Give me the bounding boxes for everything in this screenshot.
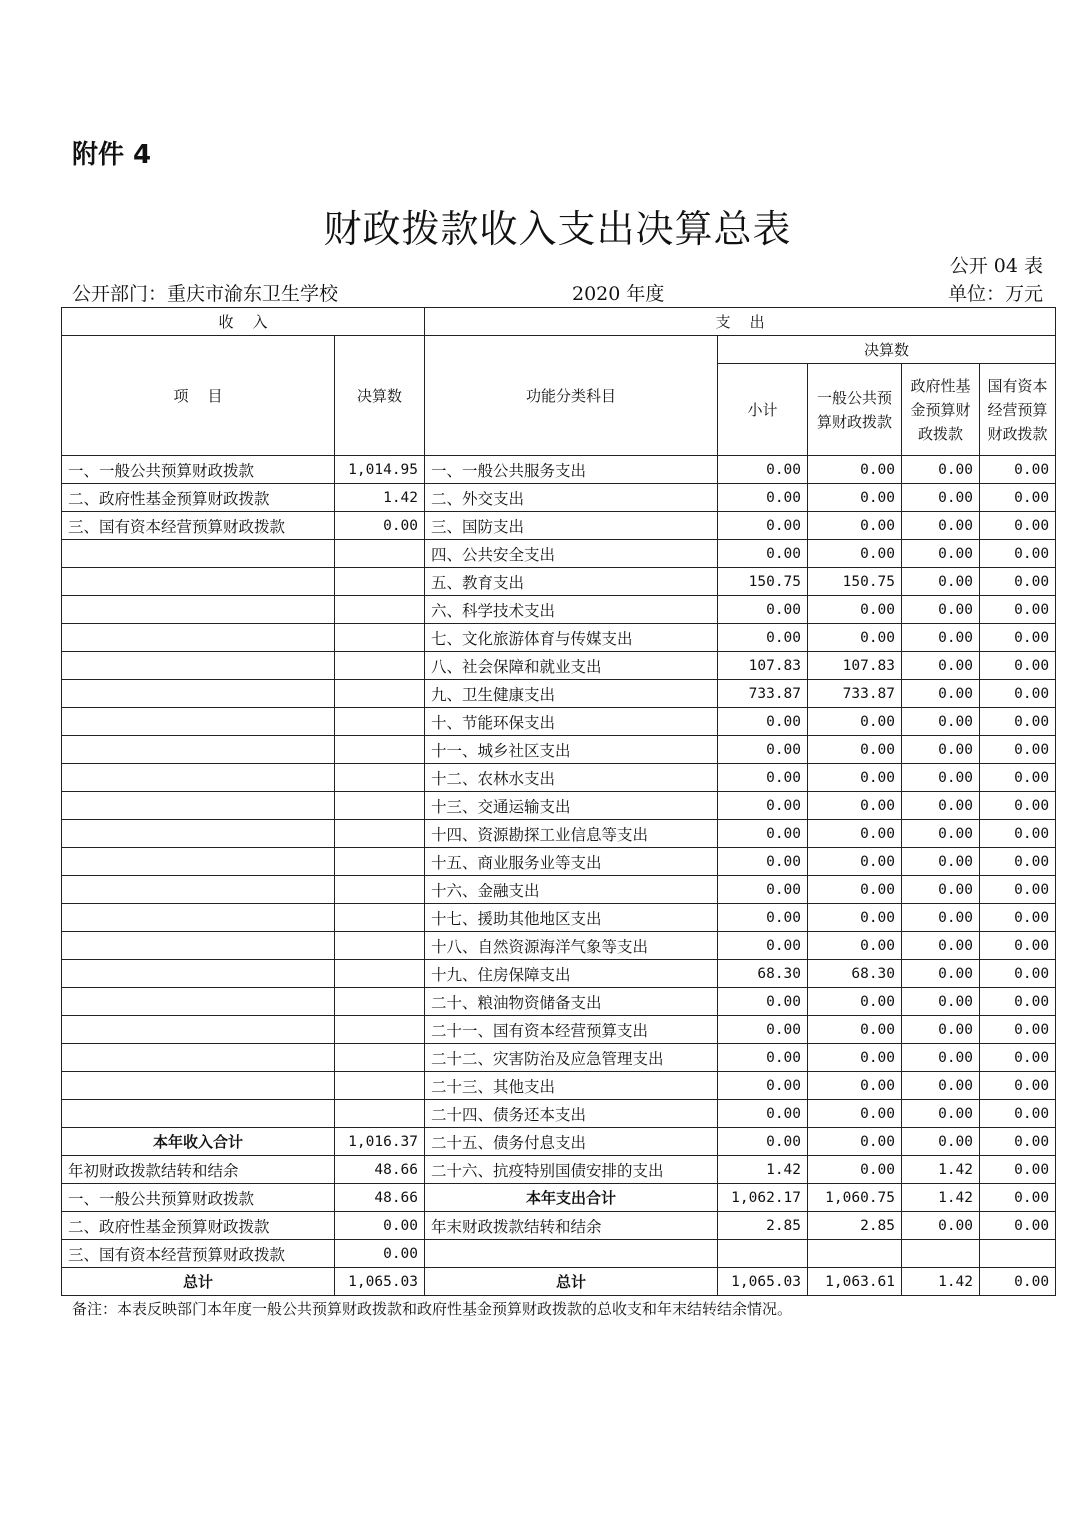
expense-subtotal-cell: 150.75 (718, 568, 808, 596)
expense-fund-cell: 0.00 (902, 540, 980, 568)
expense-item-cell: 五、教育支出 (425, 568, 718, 596)
table-row (62, 540, 1056, 568)
expense-general-cell: 0.00 (808, 1072, 902, 1100)
expense-general-cell: 0.00 (808, 904, 902, 932)
expense-subtotal-cell: 0.00 (718, 708, 808, 736)
expense-soe-cell: 0.00 (980, 512, 1056, 540)
expense-item-cell: 十六、金融支出 (425, 876, 718, 904)
expense-soe-cell: 0.00 (980, 932, 1056, 960)
income-amount-cell (335, 876, 425, 904)
table-row (62, 820, 1056, 848)
expense-amount-group-header: 决算数 (718, 336, 1056, 364)
expense-general-cell: 0.00 (808, 820, 902, 848)
table-row (62, 736, 1056, 764)
income-amount-cell: 48.66 (335, 1156, 425, 1184)
expense-item-cell: 四、公共安全支出 (425, 540, 718, 568)
income-amount-cell (335, 624, 425, 652)
table-row (62, 960, 1056, 988)
expense-soe-cell: 0.00 (980, 1156, 1056, 1184)
income-item-cell (62, 876, 335, 904)
expense-item-cell: 六、科学技术支出 (425, 596, 718, 624)
expense-general-cell: 0.00 (808, 540, 902, 568)
income-item-cell (62, 1044, 335, 1072)
expense-subtotal-cell: 68.30 (718, 960, 808, 988)
expense-fund-cell: 0.00 (902, 960, 980, 988)
expense-subtotal-cell: 1,062.17 (718, 1184, 808, 1212)
expense-general-cell: 0.00 (808, 1044, 902, 1072)
expense-subtotal-cell: 1,065.03 (718, 1268, 808, 1296)
income-item-cell: 三、国有资本经营预算财政拨款 (62, 1240, 335, 1268)
expense-item-cell: 二十四、债务还本支出 (425, 1100, 718, 1128)
expense-soe-cell: 0.00 (980, 764, 1056, 792)
table-row (62, 764, 1056, 792)
department-label: 公开部门：重庆市渝东卫生学校 (72, 283, 339, 305)
expense-general-cell: 2.85 (808, 1212, 902, 1240)
expense-fund-cell: 0.00 (902, 1100, 980, 1128)
income-amount-cell (335, 680, 425, 708)
income-amount-cell (335, 764, 425, 792)
expense-fund-cell: 0.00 (902, 1128, 980, 1156)
income-amount-cell (335, 652, 425, 680)
expense-subtotal-cell (718, 1240, 808, 1268)
expense-soe-cell: 0.00 (980, 540, 1056, 568)
table-row (62, 1184, 1056, 1212)
table-row (62, 1128, 1056, 1156)
expense-general-cell: 1,063.61 (808, 1268, 902, 1296)
income-item-cell: 一、一般公共预算财政拨款 (62, 456, 335, 484)
income-item-cell (62, 1016, 335, 1044)
expense-general-cell: 0.00 (808, 708, 902, 736)
expense-fund-cell (902, 1240, 980, 1268)
expense-general-cell (808, 1240, 902, 1268)
expense-item-cell: 二十二、灾害防治及应急管理支出 (425, 1044, 718, 1072)
expense-subtotal-cell: 0.00 (718, 1072, 808, 1100)
expense-subtotal-cell: 0.00 (718, 1016, 808, 1044)
unit-label: 单位：万元 (947, 283, 1043, 305)
table-row (62, 988, 1056, 1016)
expense-subtotal-cell: 733.87 (718, 680, 808, 708)
expense-item-cell: 二十、粮油物资储备支出 (425, 988, 718, 1016)
income-amount-cell (335, 904, 425, 932)
income-item-cell (62, 708, 335, 736)
table-row (62, 792, 1056, 820)
expense-general-cell: 0.00 (808, 456, 902, 484)
expense-general-cell: 0.00 (808, 484, 902, 512)
income-amount-cell (335, 1072, 425, 1100)
expense-soe-cell: 0.00 (980, 792, 1056, 820)
income-item-cell (62, 568, 335, 596)
expense-subtotal-cell: 0.00 (718, 1100, 808, 1128)
expense-soe-cell: 0.00 (980, 708, 1056, 736)
table-body (62, 456, 1056, 1296)
expense-soe-cell: 0.00 (980, 1100, 1056, 1128)
expense-subtotal-cell: 0.00 (718, 876, 808, 904)
expense-subtotal-cell: 0.00 (718, 512, 808, 540)
expense-soe-cell: 0.00 (980, 680, 1056, 708)
item-column-header: 项 目 (62, 336, 335, 456)
income-amount-cell: 0.00 (335, 1212, 425, 1240)
income-amount-cell: 0.00 (335, 512, 425, 540)
expense-fund-cell: 1.42 (902, 1156, 980, 1184)
expense-fund-cell: 0.00 (902, 988, 980, 1016)
income-item-cell (62, 904, 335, 932)
expense-soe-cell: 0.00 (980, 568, 1056, 596)
table-row (62, 1212, 1056, 1240)
fund-budget-column-header: 政府性基金预算财政拨款 (902, 364, 980, 456)
expense-subtotal-cell: 0.00 (718, 624, 808, 652)
expense-subtotal-cell: 2.85 (718, 1212, 808, 1240)
income-amount-cell (335, 820, 425, 848)
form-number: 公开 04 表 (949, 255, 1043, 277)
table-row (62, 1156, 1056, 1184)
income-item-cell (62, 848, 335, 876)
expense-fund-cell: 0.00 (902, 820, 980, 848)
expense-fund-cell: 0.00 (902, 512, 980, 540)
expense-soe-cell: 0.00 (980, 988, 1056, 1016)
income-item-cell (62, 764, 335, 792)
expense-subtotal-cell: 0.00 (718, 820, 808, 848)
expense-fund-cell: 0.00 (902, 736, 980, 764)
income-item-cell: 本年收入合计 (62, 1128, 335, 1156)
expense-subtotal-cell: 0.00 (718, 596, 808, 624)
expense-soe-cell: 0.00 (980, 1212, 1056, 1240)
table-row (62, 1240, 1056, 1268)
expense-general-cell: 0.00 (808, 624, 902, 652)
expense-soe-cell: 0.00 (980, 456, 1056, 484)
expense-item-cell: 十三、交通运输支出 (425, 792, 718, 820)
expense-fund-cell: 0.00 (902, 1044, 980, 1072)
expense-general-cell: 0.00 (808, 596, 902, 624)
expense-fund-cell: 0.00 (902, 1212, 980, 1240)
expense-item-cell: 总计 (425, 1268, 718, 1296)
expense-item-cell: 一、一般公共服务支出 (425, 456, 718, 484)
income-item-cell (62, 960, 335, 988)
expense-general-cell: 0.00 (808, 764, 902, 792)
expense-item-cell: 二十五、债务付息支出 (425, 1128, 718, 1156)
expense-general-cell: 1,060.75 (808, 1184, 902, 1212)
soe-budget-column-header: 国有资本经营预算财政拨款 (980, 364, 1056, 456)
income-amount-cell (335, 932, 425, 960)
income-amount-cell: 0.00 (335, 1240, 425, 1268)
budget-summary-table (61, 307, 1056, 1296)
table-row (62, 596, 1056, 624)
table-row (62, 1268, 1056, 1296)
attachment-label: 附件 4 (72, 140, 152, 170)
income-amount-cell (335, 1100, 425, 1128)
expense-subtotal-cell: 0.00 (718, 736, 808, 764)
table-row (62, 512, 1056, 540)
expense-item-cell: 二十六、抗疫特别国债安排的支出 (425, 1156, 718, 1184)
expense-general-cell: 0.00 (808, 736, 902, 764)
expense-general-cell: 0.00 (808, 512, 902, 540)
expense-subtotal-cell: 0.00 (718, 792, 808, 820)
expense-item-cell: 十七、援助其他地区支出 (425, 904, 718, 932)
expense-fund-cell: 0.00 (902, 876, 980, 904)
table-row (62, 680, 1056, 708)
expense-general-cell: 107.83 (808, 652, 902, 680)
income-amount-cell (335, 988, 425, 1016)
expense-item-cell: 十八、自然资源海洋气象等支出 (425, 932, 718, 960)
income-item-cell (62, 1100, 335, 1128)
expense-soe-cell: 0.00 (980, 848, 1056, 876)
expense-soe-cell: 0.00 (980, 736, 1056, 764)
income-section-header: 收 入 (62, 308, 425, 336)
expense-item-cell: 二十三、其他支出 (425, 1072, 718, 1100)
expense-general-cell: 0.00 (808, 1156, 902, 1184)
expense-item-cell: 十、节能环保支出 (425, 708, 718, 736)
table-row (62, 484, 1056, 512)
expense-item-cell: 二十一、国有资本经营预算支出 (425, 1016, 718, 1044)
expense-subtotal-cell: 0.00 (718, 932, 808, 960)
expense-general-cell: 0.00 (808, 932, 902, 960)
expense-subtotal-cell: 0.00 (718, 764, 808, 792)
table-row (62, 1016, 1056, 1044)
expense-general-cell: 0.00 (808, 1128, 902, 1156)
income-amount-cell (335, 848, 425, 876)
expense-fund-cell: 0.00 (902, 932, 980, 960)
expense-soe-cell: 0.00 (980, 960, 1056, 988)
expense-fund-cell: 0.00 (902, 596, 980, 624)
expense-general-cell: 0.00 (808, 876, 902, 904)
expense-fund-cell: 0.00 (902, 1016, 980, 1044)
fiscal-year: 2020 年度 (572, 283, 665, 305)
expense-item-cell: 七、文化旅游体育与传媒支出 (425, 624, 718, 652)
expense-subtotal-cell: 0.00 (718, 988, 808, 1016)
expense-item-cell (425, 1240, 718, 1268)
income-amount-cell (335, 708, 425, 736)
expense-soe-cell: 0.00 (980, 1268, 1056, 1296)
expense-soe-cell: 0.00 (980, 1184, 1056, 1212)
income-amount-cell (335, 596, 425, 624)
income-item-cell: 三、国有资本经营预算财政拨款 (62, 512, 335, 540)
income-amount-cell (335, 1016, 425, 1044)
income-item-cell: 一、一般公共预算财政拨款 (62, 1184, 335, 1212)
income-amount-column-header: 决算数 (335, 336, 425, 456)
expense-general-cell: 0.00 (808, 988, 902, 1016)
expense-soe-cell: 0.00 (980, 484, 1056, 512)
expense-general-cell: 0.00 (808, 792, 902, 820)
table-row (62, 848, 1056, 876)
expense-item-cell: 年末财政拨款结转和结余 (425, 1212, 718, 1240)
income-amount-cell: 48.66 (335, 1184, 425, 1212)
function-category-column-header: 功能分类科目 (425, 336, 718, 456)
expense-soe-cell: 0.00 (980, 596, 1056, 624)
income-item-cell (62, 624, 335, 652)
expense-item-cell: 八、社会保障和就业支出 (425, 652, 718, 680)
table-row (62, 904, 1056, 932)
expense-general-cell: 0.00 (808, 848, 902, 876)
income-item-cell (62, 792, 335, 820)
expense-fund-cell: 0.00 (902, 456, 980, 484)
expense-subtotal-cell: 107.83 (718, 652, 808, 680)
expense-fund-cell: 0.00 (902, 848, 980, 876)
income-item-cell (62, 820, 335, 848)
table-row (62, 652, 1056, 680)
income-amount-cell (335, 736, 425, 764)
income-amount-cell: 1,014.95 (335, 456, 425, 484)
expense-item-cell: 二、外交支出 (425, 484, 718, 512)
expense-item-cell: 本年支出合计 (425, 1184, 718, 1212)
expense-subtotal-cell: 0.00 (718, 540, 808, 568)
expense-soe-cell (980, 1240, 1056, 1268)
table-row (62, 932, 1056, 960)
expense-item-cell: 十四、资源勘探工业信息等支出 (425, 820, 718, 848)
income-item-cell (62, 736, 335, 764)
income-amount-cell: 1.42 (335, 484, 425, 512)
table-row (62, 1100, 1056, 1128)
expense-soe-cell: 0.00 (980, 820, 1056, 848)
expense-item-cell: 十九、住房保障支出 (425, 960, 718, 988)
expense-item-cell: 十二、农林水支出 (425, 764, 718, 792)
expense-fund-cell: 1.42 (902, 1268, 980, 1296)
income-amount-cell (335, 960, 425, 988)
table-row (62, 624, 1056, 652)
expense-fund-cell: 0.00 (902, 792, 980, 820)
expense-subtotal-cell: 0.00 (718, 848, 808, 876)
table-row (62, 568, 1056, 596)
income-amount-cell (335, 568, 425, 596)
table-row (62, 1044, 1056, 1072)
expense-general-cell: 0.00 (808, 1016, 902, 1044)
subtotal-column-header: 小计 (718, 364, 808, 456)
expense-general-cell: 0.00 (808, 1100, 902, 1128)
expense-general-cell: 68.30 (808, 960, 902, 988)
expense-subtotal-cell: 0.00 (718, 1044, 808, 1072)
expense-general-cell: 150.75 (808, 568, 902, 596)
income-item-cell (62, 596, 335, 624)
expense-fund-cell: 0.00 (902, 904, 980, 932)
footnote: 备注：本表反映部门本年度一般公共预算财政拨款和政府性基金预算财政拨款的总收支和年末结转结余情况。 (72, 1300, 793, 1318)
expense-subtotal-cell: 0.00 (718, 456, 808, 484)
expense-soe-cell: 0.00 (980, 876, 1056, 904)
expense-fund-cell: 0.00 (902, 1072, 980, 1100)
expense-soe-cell: 0.00 (980, 1016, 1056, 1044)
table-row (62, 456, 1056, 484)
expense-general-cell: 733.87 (808, 680, 902, 708)
income-item-cell (62, 988, 335, 1016)
income-item-cell (62, 652, 335, 680)
income-item-cell (62, 680, 335, 708)
expense-soe-cell: 0.00 (980, 1044, 1056, 1072)
income-amount-cell: 1,065.03 (335, 1268, 425, 1296)
table-row (62, 1072, 1056, 1100)
expense-section-header: 支 出 (425, 308, 1056, 336)
expense-fund-cell: 0.00 (902, 708, 980, 736)
expense-soe-cell: 0.00 (980, 1072, 1056, 1100)
expense-fund-cell: 1.42 (902, 1184, 980, 1212)
expense-soe-cell: 0.00 (980, 1128, 1056, 1156)
income-item-cell: 二、政府性基金预算财政拨款 (62, 484, 335, 512)
income-amount-cell: 1,016.37 (335, 1128, 425, 1156)
income-item-cell: 二、政府性基金预算财政拨款 (62, 1212, 335, 1240)
page-title: 财政拨款收入支出决算总表 (323, 207, 792, 251)
expense-soe-cell: 0.00 (980, 904, 1056, 932)
expense-fund-cell: 0.00 (902, 680, 980, 708)
expense-item-cell: 九、卫生健康支出 (425, 680, 718, 708)
income-item-cell (62, 932, 335, 960)
income-item-cell: 总计 (62, 1268, 335, 1296)
income-item-cell (62, 1072, 335, 1100)
income-item-cell: 年初财政拨款结转和结余 (62, 1156, 335, 1184)
income-amount-cell (335, 1044, 425, 1072)
expense-soe-cell: 0.00 (980, 652, 1056, 680)
expense-soe-cell: 0.00 (980, 624, 1056, 652)
table-row (62, 708, 1056, 736)
expense-subtotal-cell: 1.42 (718, 1156, 808, 1184)
table-row (62, 876, 1056, 904)
expense-fund-cell: 0.00 (902, 568, 980, 596)
income-amount-cell (335, 792, 425, 820)
expense-item-cell: 三、国防支出 (425, 512, 718, 540)
income-item-cell (62, 540, 335, 568)
income-amount-cell (335, 540, 425, 568)
expense-subtotal-cell: 0.00 (718, 484, 808, 512)
expense-subtotal-cell: 0.00 (718, 1128, 808, 1156)
general-budget-column-header: 一般公共预算财政拨款 (808, 364, 902, 456)
expense-fund-cell: 0.00 (902, 764, 980, 792)
expense-fund-cell: 0.00 (902, 652, 980, 680)
expense-item-cell: 十五、商业服务业等支出 (425, 848, 718, 876)
expense-subtotal-cell: 0.00 (718, 904, 808, 932)
expense-item-cell: 十一、城乡社区支出 (425, 736, 718, 764)
expense-fund-cell: 0.00 (902, 624, 980, 652)
expense-fund-cell: 0.00 (902, 484, 980, 512)
